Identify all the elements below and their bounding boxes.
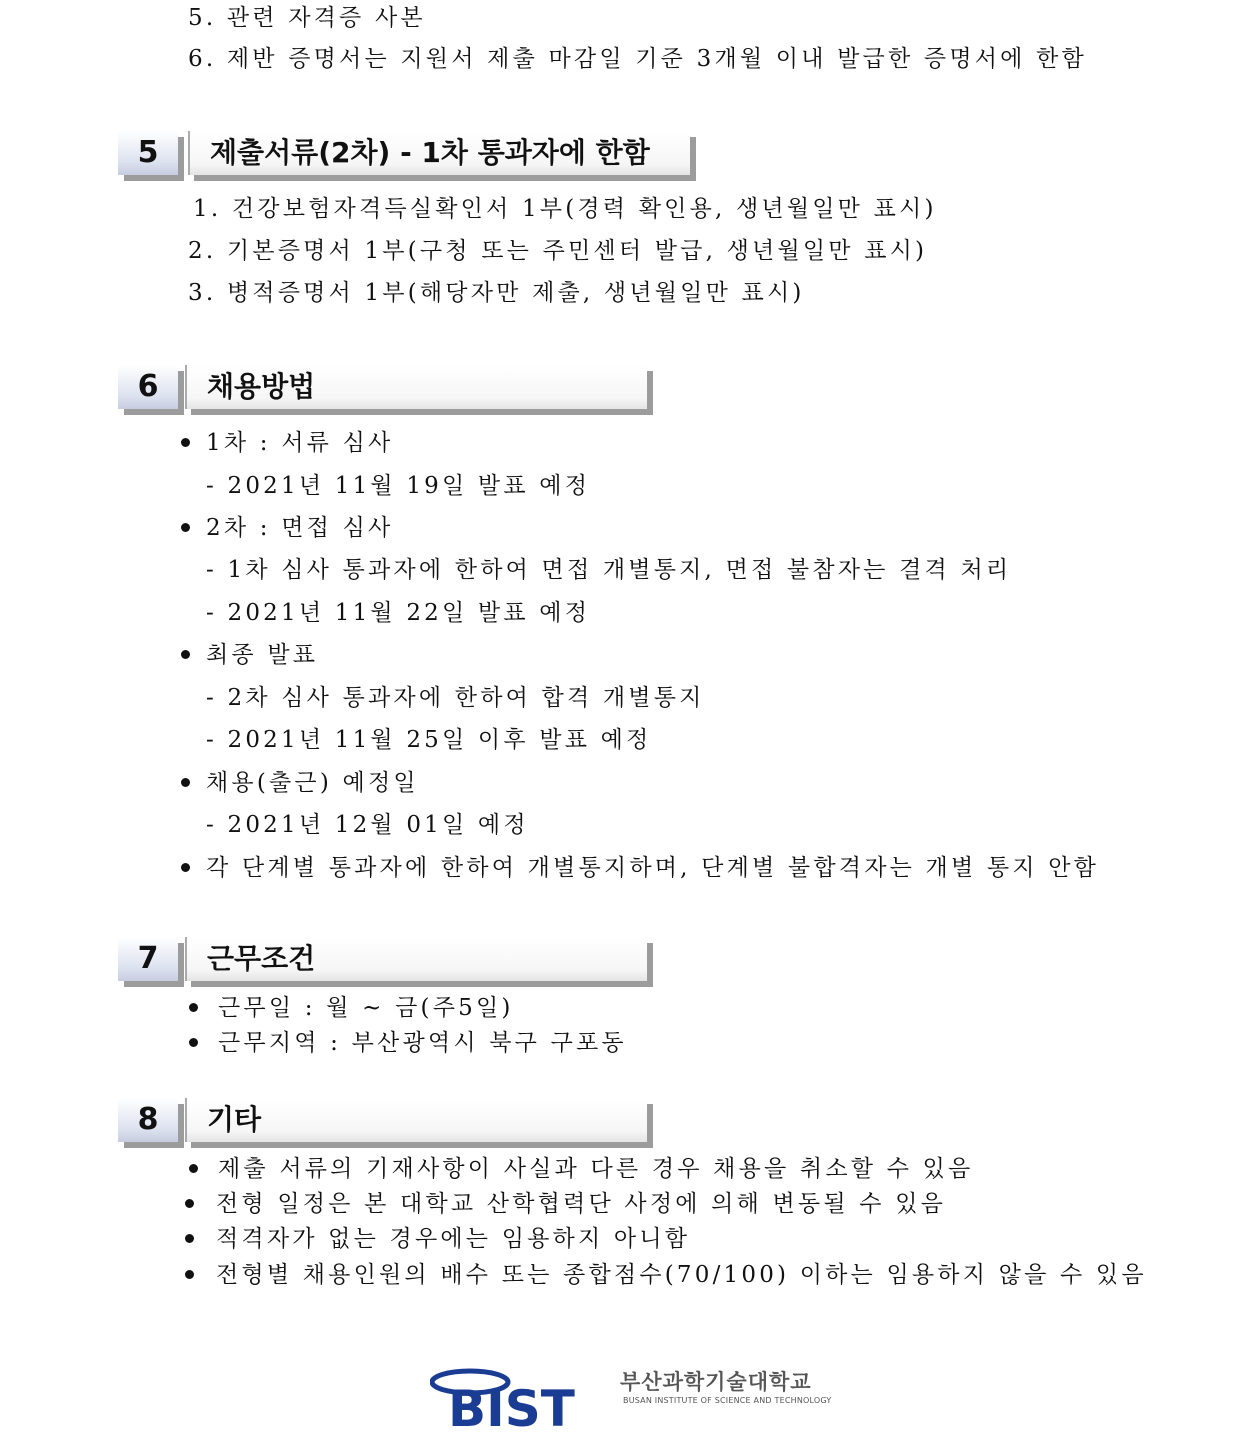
- section-8-title: 기타: [185, 1098, 647, 1142]
- list-subitem: - 1차 심사 통과자에 한하여 면접 개별통지, 면접 불참자는 결격 처리: [206, 557, 1012, 583]
- bullet-icon: [181, 863, 190, 872]
- section-5-number: 5: [118, 131, 178, 175]
- list-subitem: - 2차 심사 통과자에 한하여 합격 개별통지: [206, 685, 705, 711]
- list-item: 2차 : 면접 심사: [206, 515, 394, 541]
- bullet-icon: [185, 1270, 194, 1279]
- bullet-icon: [181, 778, 190, 787]
- list-item: 근무지역 : 부산광역시 북구 구포동: [218, 1030, 627, 1056]
- list-item: 채용(출근) 예정일: [206, 770, 419, 796]
- logo-text: BIST: [448, 1380, 575, 1432]
- logo-university-subtitle: BUSAN INSTITUTE OF SCIENCE AND TECHNOLOGY: [623, 1396, 832, 1405]
- section-8-number: 8: [118, 1098, 178, 1142]
- intro-item-6: 6. 제반 증명서는 지원서 제출 마감일 기준 3개월 이내 발급한 증명서에 한함: [188, 46, 1087, 72]
- section-5-item: 2. 기본증명서 1부(구청 또는 주민센터 발급, 생년월일만 표시): [188, 238, 928, 264]
- list-subitem: - 2021년 11월 19일 발표 예정: [206, 473, 591, 499]
- intro-item-5: 5. 관련 자격증 사본: [188, 5, 426, 31]
- bist-logo: [430, 1366, 850, 1436]
- logo-university-name: 부산과학기술대학교: [620, 1370, 812, 1394]
- bullet-icon: [181, 523, 190, 532]
- bist-logo-mark: [430, 1366, 610, 1432]
- bullet-icon: [185, 1199, 194, 1208]
- bullet-icon: [189, 1003, 198, 1012]
- list-item: 전형 일정은 본 대학교 산학협력단 사정에 의해 변동될 수 있음: [216, 1191, 947, 1217]
- list-item: 전형별 채용인원의 배수 또는 종합점수(70/100) 이하는 임용하지 않을 수 있음: [216, 1262, 1147, 1288]
- bullet-icon: [189, 1038, 198, 1047]
- bullet-icon: [189, 1164, 198, 1173]
- bullet-icon: [181, 438, 190, 447]
- section-5-title: 제출서류(2차) - 1차 통과자에 한함: [188, 131, 690, 175]
- bullet-icon: [185, 1234, 194, 1243]
- list-item: 근무일 : 월 ~ 금(주5일): [218, 995, 514, 1021]
- list-item: 제출 서류의 기재사항이 사실과 다른 경우 채용을 취소할 수 있음: [218, 1156, 974, 1182]
- list-item: 최종 발표: [206, 642, 319, 668]
- list-subitem: - 2021년 11월 25일 이후 발표 예정: [206, 727, 652, 753]
- list-item: 각 단계별 통과자에 한하여 개별통지하며, 단계별 불합격자는 개별 통지 안함: [206, 855, 1100, 881]
- bullet-icon: [181, 650, 190, 659]
- section-5-item: 1. 건강보험자격득실확인서 1부(경력 확인용, 생년월일만 표시): [193, 196, 937, 222]
- section-6-number: 6: [118, 365, 178, 409]
- section-6-title: 채용방법: [185, 365, 647, 409]
- section-7-title: 근무조건: [185, 937, 647, 981]
- list-subitem: - 2021년 12월 01일 예정: [206, 812, 529, 838]
- section-7-number: 7: [118, 937, 178, 981]
- list-subitem: - 2021년 11월 22일 발표 예정: [206, 600, 591, 626]
- list-item: 적격자가 없는 경우에는 임용하지 아니함: [216, 1226, 691, 1252]
- list-item: 1차 : 서류 심사: [206, 430, 394, 456]
- section-5-item: 3. 병적증명서 1부(해당자만 제출, 생년월일만 표시): [188, 280, 805, 306]
